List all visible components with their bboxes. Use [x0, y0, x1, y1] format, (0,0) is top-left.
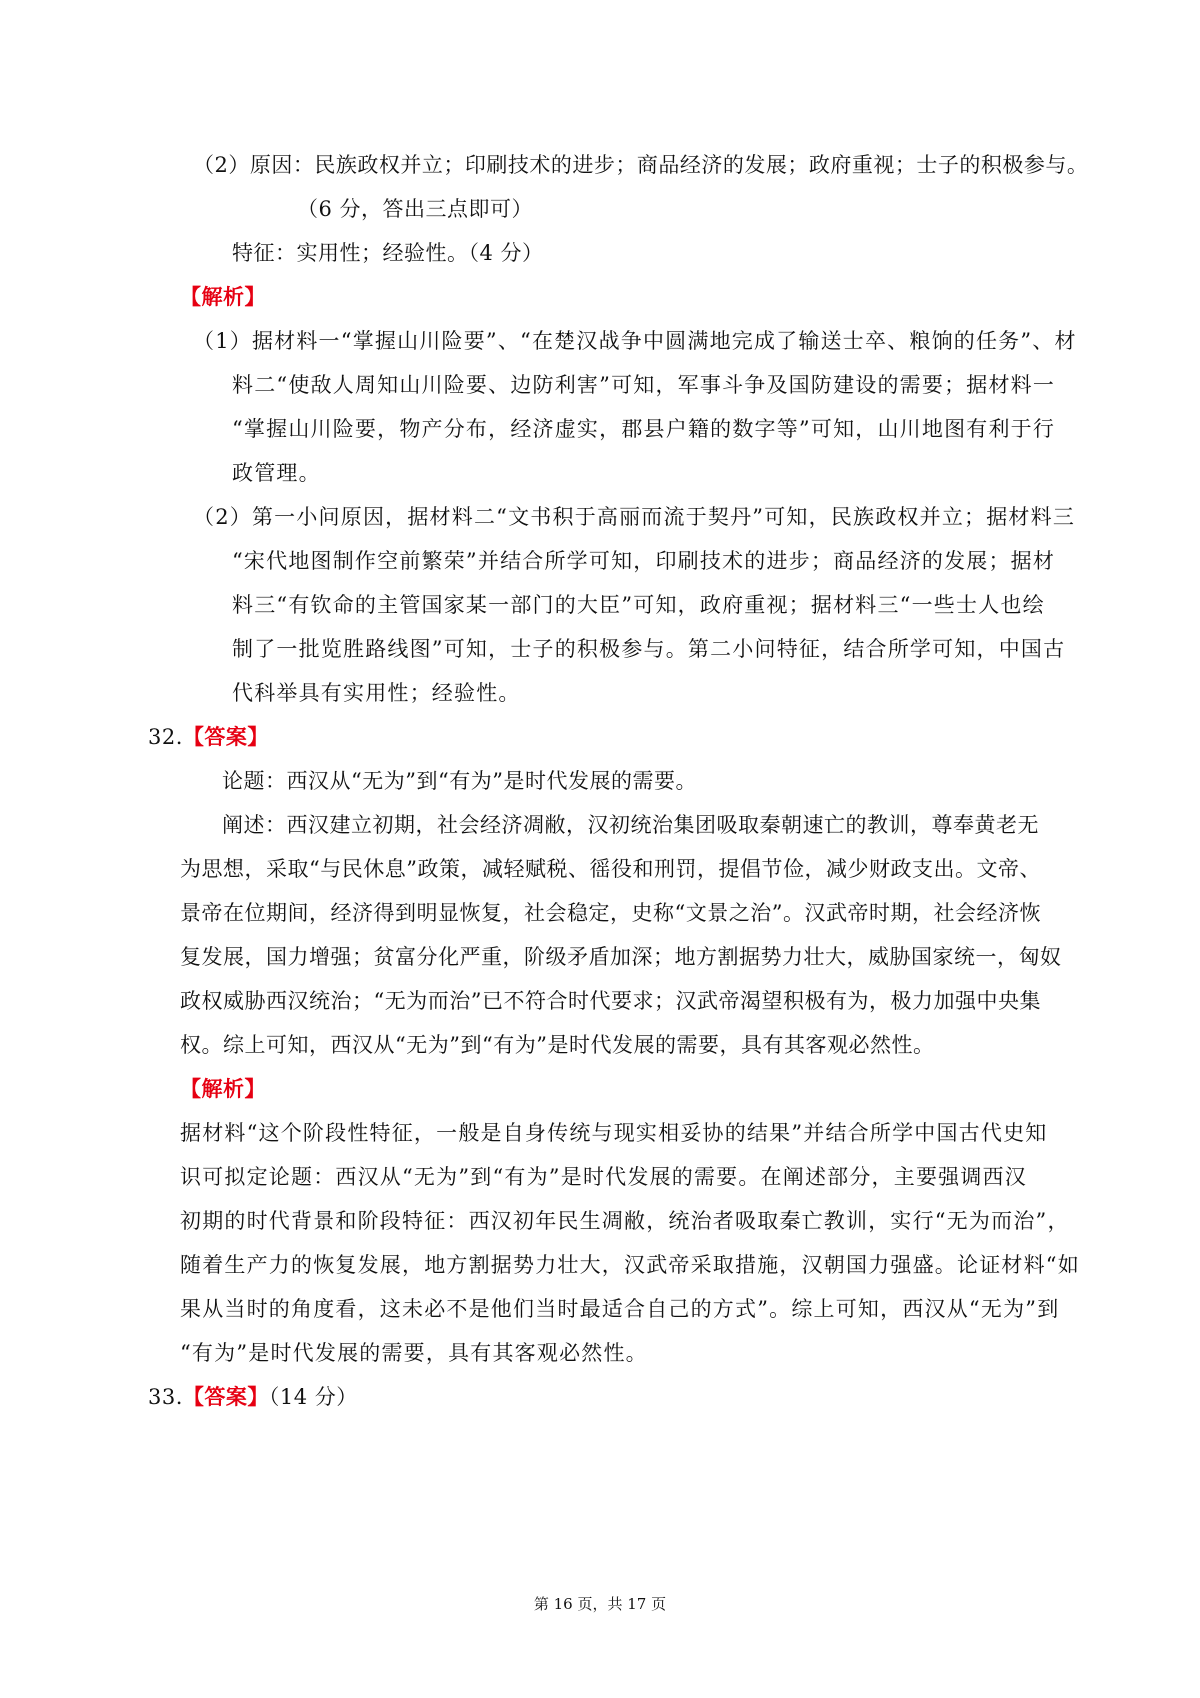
q32-exposition-line: 阐述：西汉建立初期，社会经济凋敝，汉初统治集团吸取秦朝速亡的教训，尊奉黄老无 [222, 813, 1039, 837]
q31-analysis-2-line: “宋代地图制作空前繁荣”并结合所学可知，印刷技术的进步；商品经济的发展；据材 [232, 549, 1056, 573]
q32-answer-label: 【答案】 [182, 724, 269, 749]
q32-exposition-line: 权。综上可知，西汉从“无为”到“有为”是时代发展的需要，具有其客观必然性。 [180, 1033, 935, 1057]
q33-answer-label: 【答案】 [182, 1384, 269, 1409]
q32-number: 32. [148, 725, 183, 749]
q31-analysis-2-line: 料三“有钦命的主管国家某一部门的大臣”可知，政府重视；据材料三“一些士人也绘 [232, 593, 1045, 617]
q32-exposition-line: 为思想，采取“与民休息”政策，减轻赋税、徭役和刑罚，提倡节俭，减少财政支出。文帝、 [180, 857, 1041, 881]
page-footer: 第 16 页，共 17 页 [533, 1595, 667, 1613]
q32-analysis-line: 初期的时代背景和阶段特征：西汉初年民生凋敝，统治者吸取秦亡教训，实行“无为而治”， [180, 1209, 1070, 1233]
q32-analysis-line: 果从当时的角度看，这未必不是他们当时最适合自己的方式”。综上可知，西汉从“无为”到 [180, 1297, 1060, 1321]
q32-exposition-line: 复发展，国力增强；贫富分化严重，阶级矛盾加深；地方割据势力壮大，威胁国家统一，匈奴 [180, 945, 1062, 969]
q31-answer-part2-line1: （2）原因：民族政权并立；印刷技术的进步；商品经济的发展；政府重视；士子的积极参与。 [193, 153, 1089, 177]
q32-analysis-line: 随着生产力的恢复发展，地方割据势力壮大，汉武帝采取措施，汉朝国力强盛。论证材料“如 [180, 1253, 1080, 1277]
q32-exposition-line: 政权威胁西汉统治；“无为而治”已不符合时代要求；汉武帝渴望积极有为，极力加强中央集 [180, 989, 1041, 1013]
q31-analysis-2-line: （2）第一小问原因，据材料二“文书积于高丽而流于契丹”可知，民族政权并立；据材料三 [193, 505, 1076, 529]
q32-analysis-line: 识可拟定论题：西汉从“无为”到“有为”是时代发展的需要。在阐述部分，主要强调西汉 [180, 1165, 1027, 1189]
q32-analysis-label: 【解析】 [180, 1076, 266, 1101]
q31-analysis-2-line: 制了一批览胜路线图”可知，士子的积极参与。第二小问特征，结合所学可知，中国古 [232, 637, 1066, 661]
q31-answer-part2-line3: 特征：实用性；经验性。（4 分） [232, 241, 544, 265]
q32-answer-heading [148, 722, 269, 752]
q31-analysis-1-line: 料二“使敌人周知山川险要、边防利害”可知，军事斗争及国防建设的需要；据材料一 [232, 373, 1056, 397]
q32-analysis-line: “有为”是时代发展的需要，具有其客观必然性。 [180, 1341, 648, 1365]
q31-analysis-label: 【解析】 [180, 284, 266, 309]
q31-analysis-1-line: 政管理。 [232, 461, 321, 485]
q33-number: 33. [148, 1385, 183, 1409]
q31-analysis-1-line: “掌握山川险要，物产分布，经济虚实，郡县户籍的数字等”可知，山川地图有利于行 [232, 417, 1056, 441]
q32-thesis: 论题：西汉从“无为”到“有为”是时代发展的需要。 [222, 769, 697, 793]
q31-analysis-1-line: （1）据材料一“掌握山川险要”、“在楚汉战争中圆满地完成了输送士卒、粮饷的任务”、材 [193, 329, 1077, 353]
q32-analysis-line: 据材料“这个阶段性特征，一般是自身传统与现实相妥协的结果”并结合所学中国古代史知 [180, 1121, 1048, 1145]
q33-answer-heading [148, 1382, 358, 1412]
q32-exposition-line: 景帝在位期间，经济得到明显恢复，社会稳定，史称“文景之治”。汉武帝时期，社会经济恢 [180, 901, 1041, 925]
q31-answer-part2-line2: （6 分，答出三点即可） [297, 197, 534, 221]
q33-score: （14 分） [268, 1385, 358, 1409]
q31-analysis-2-line: 代科举具有实用性；经验性。 [232, 681, 521, 705]
